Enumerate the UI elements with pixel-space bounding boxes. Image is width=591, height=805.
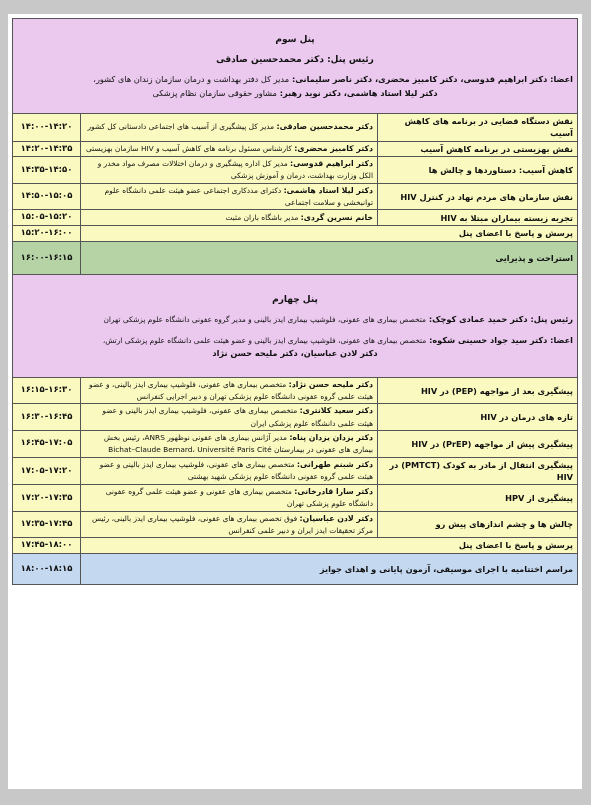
table-row — [13, 157, 578, 184]
panel3-title: پنل سوم — [275, 35, 315, 46]
session-topic: نقش سازمان های مردم نهاد در کنترل HIV — [378, 183, 578, 210]
panel3-members-note2: مشاور حقوقی سازمان نظام پزشکی — [152, 87, 277, 98]
panel3-members-note1: مدیر کل دفتر بهداشت و درمان سازمان زندان های کشور، — [93, 74, 290, 85]
speaker-name: دکتر ابراهیم قدوسی: — [290, 159, 373, 169]
panel3-members-line2 — [17, 87, 573, 100]
session-speaker — [81, 157, 378, 184]
conference-program-table — [12, 18, 578, 585]
speaker-name: دکتر سعید کلانتری: — [299, 406, 373, 416]
speaker-name: دکتر لادن عباسیان: — [299, 513, 373, 523]
qa-label: پرسش و پاسخ با اعضای پنل — [81, 538, 578, 554]
speaker-name: دکتر لیلا استاد هاشمی: — [283, 185, 373, 195]
panel4-chair-note: متخصص بیماری های عفونی، فلوشیپ بیماری ایدز بالینی و مدیر گروه عفونی دانشگاه علوم پزشکی تهران — [103, 315, 426, 324]
session-speaker — [81, 377, 378, 404]
session-topic: پیشگیری بعد از مواجهه (PEP) در HIV — [378, 377, 578, 404]
panel4-header-cell — [13, 274, 578, 377]
panel4-members-line2 — [17, 347, 573, 360]
panel4-members-line — [17, 334, 573, 347]
panel3-qa-row — [13, 226, 578, 242]
qa-time: ۱۵:۲۰-۱۶:۰۰ — [13, 226, 81, 242]
speaker-name: دکتر شبنم طهرانی: — [296, 460, 373, 470]
table-row — [13, 431, 578, 458]
qa-time: ۱۷:۴۵-۱۸:۰۰ — [13, 538, 81, 554]
session-time: ۱۶:۳۰-۱۶:۴۵ — [13, 404, 81, 431]
table-row — [13, 511, 578, 538]
speaker-note: مدیر کل اداره پیشگیری و درمان اختلالات مصرف مواد مخدر و الکل وزارت بهداشت، درمان و آموزش پزشکی — [97, 159, 373, 181]
panel4-chair-name: دکتر حمید عمادی کوچک: — [428, 314, 528, 324]
table-row — [13, 141, 578, 157]
break-row — [13, 241, 578, 274]
session-topic: چالش ها و چشم اندازهای پیش رو — [378, 511, 578, 538]
panel3-members-names2: دکتر لیلا استاد هاشمی، دکتر نوید رهبر: — [279, 87, 438, 98]
session-time: ۱۴:۲۰-۱۴:۳۵ — [13, 141, 81, 157]
session-topic: نقش دستگاه قضایی در برنامه های کاهش آسیب — [378, 114, 578, 142]
session-speaker — [81, 485, 378, 512]
table-row — [13, 210, 578, 226]
session-time: ۱۷:۰۵-۱۷:۲۰ — [13, 457, 81, 485]
session-speaker — [81, 141, 378, 157]
session-topic: کاهش آسیب: دستاوردها و چالش ها — [378, 157, 578, 184]
speaker-note: کارشناس مسئول برنامه های کاهش آسیب و HIV سازمان بهزیستی — [86, 143, 292, 153]
session-time: ۱۴:۳۵-۱۴:۵۰ — [13, 157, 81, 184]
session-topic: پیشگیری پیش از مواجهه (PrEP) در HIV — [378, 431, 578, 458]
session-time: ۱۴:۵۰-۱۵:۰۵ — [13, 183, 81, 210]
session-topic: پیشگیری از HPV — [378, 485, 578, 512]
session-speaker — [81, 210, 378, 226]
panel4-members-name: دکتر سید جواد حسینی شکوه: — [429, 335, 548, 346]
panel3-members-names1: دکتر ابراهیم قدوسی، دکتر کامبیز محضری، دکتر ناصر سلیمانی: — [291, 74, 548, 85]
session-time: ۱۶:۴۵-۱۷:۰۵ — [13, 431, 81, 458]
closing-row — [13, 554, 578, 585]
session-time: ۱۴:۰۰-۱۴:۲۰ — [13, 114, 81, 142]
table-row — [13, 485, 578, 512]
speaker-note: فوق تخصص بیماری های عفونی، فلوشیپ بیماری ایدز بالینی، رئیس مرکز تحقیقات ایدز ایران و دبیر علمی کنفرانس — [91, 513, 373, 535]
panel4-header-row — [13, 274, 578, 377]
speaker-name: دکتر کامبیز محضری: — [294, 143, 373, 153]
speaker-note: دکترای مددکاری اجتماعی عضو هیئت علمی دانشگاه علوم توانبخشی و سلامت اجتماعی — [104, 185, 373, 207]
panel3-header-row — [13, 19, 578, 114]
panel4-members-note: متخصص بیماری های عفونی، فلوشیپ بیماری ایدز بالینی و عضو هیئت علمی دانشگاه علوم پزشکی ارتش، — [102, 336, 427, 346]
break-time: ۱۶:۰۰-۱۶:۱۵ — [13, 241, 81, 274]
program-sheet — [8, 14, 582, 789]
speaker-name: دکتر ملیحه حسن نژاد: — [288, 379, 373, 389]
session-time: ۱۶:۱۵-۱۶:۳۰ — [13, 377, 81, 404]
session-speaker — [81, 511, 378, 538]
panel4-chair-line — [17, 313, 573, 326]
session-speaker — [81, 114, 378, 142]
speaker-note: متخصص بیماری های عفونی، فلوشیپ بیماری ایدز بالینی و عضو هیئت علمی دانشگاه علوم پزشکی ایران — [102, 406, 373, 428]
table-row — [13, 183, 578, 210]
panel3-members-line1 — [17, 73, 573, 86]
session-speaker — [81, 431, 378, 458]
table-row — [13, 404, 578, 431]
panel3-members-label: اعضا: — [550, 74, 573, 85]
session-topic: نقش بهزیستی در برنامه کاهش آسیب — [378, 141, 578, 157]
table-row — [13, 457, 578, 485]
session-speaker — [81, 457, 378, 485]
panel3-chair: رئیس پنل: دکتر محمدحسین صادقی — [216, 54, 374, 65]
panel4-members-label: اعضا: — [550, 335, 573, 346]
panel4-qa-row — [13, 538, 578, 554]
speaker-name: خانم نسرین گردی: — [300, 212, 373, 222]
table-row — [13, 114, 578, 142]
session-time: ۱۷:۲۰-۱۷:۳۵ — [13, 485, 81, 512]
speaker-note: متخصص بیماری های عفونی، فلوشیپ بیماری ایدز بالینی، و عضو هیئت علمی گروه عفونی دانشگاه علوم پزشکی تهران و دبیر اجرایی کنفرانس — [89, 379, 373, 402]
speaker-note: مدیر آژانس بیماری های عفونی نوظهور ANRS، رئیس بخش بیماری های عفونی در بیمارستان Bichat–Claude Bernard، Université Paris Cité — [103, 433, 373, 455]
session-topic: تازه های درمان در HIV — [378, 404, 578, 431]
closing-time: ۱۸:۰۰-۱۸:۱۵ — [13, 554, 81, 585]
session-speaker — [81, 183, 378, 210]
speaker-note: متخصص بیماری های عفونی، فلوشیپ بیماری ایدز بالینی و عضو هیئت علمی گروه عفونی دانشگاه علوم پزشکی شهید بهشتی — [99, 460, 373, 482]
speaker-note: مدیر باشگاه باران مثبت — [225, 212, 299, 222]
panel4-members-names2: دکتر لادن عباسیان، دکتر ملیحه حسن نژاد — [212, 348, 378, 359]
speaker-note: متخصص بیماری های عفونی و عضو هیئت علمی گروه عفونی دانشگاه علوم پزشکی تهران — [105, 487, 373, 509]
table-row — [13, 377, 578, 404]
speaker-name: دکتر یزدان یزدان پناه: — [289, 433, 373, 443]
speaker-name: دکتر سارا قادرخانی: — [294, 487, 373, 497]
panel3-header-cell — [13, 19, 578, 114]
break-label: استراحت و پذیرایی — [81, 241, 578, 274]
session-time: ۱۵:۰۵-۱۵:۲۰ — [13, 210, 81, 226]
qa-label: پرسش و پاسخ با اعضای پنل — [81, 226, 578, 242]
session-topic: پیشگیری انتقال از مادر به کودک (PMTCT) در HIV — [378, 457, 578, 485]
session-speaker — [81, 404, 378, 431]
closing-label: مراسم اختتامیه با اجرای موسیقی، آزمون پایانی و اهدای جوایز — [81, 554, 578, 585]
panel4-title: پنل چهارم — [272, 294, 318, 305]
speaker-note: مدیر کل پیشگیری از آسیب های اجتماعی دادستانی کل کشور — [87, 122, 275, 132]
session-time: ۱۷:۳۵-۱۷:۴۵ — [13, 511, 81, 538]
speaker-name: دکتر محمدحسین صادقی: — [276, 122, 373, 132]
session-topic: تجربه زیسته بیماران مبتلا به HIV — [378, 210, 578, 226]
panel4-chair-label: رئیس پنل: — [530, 314, 573, 324]
